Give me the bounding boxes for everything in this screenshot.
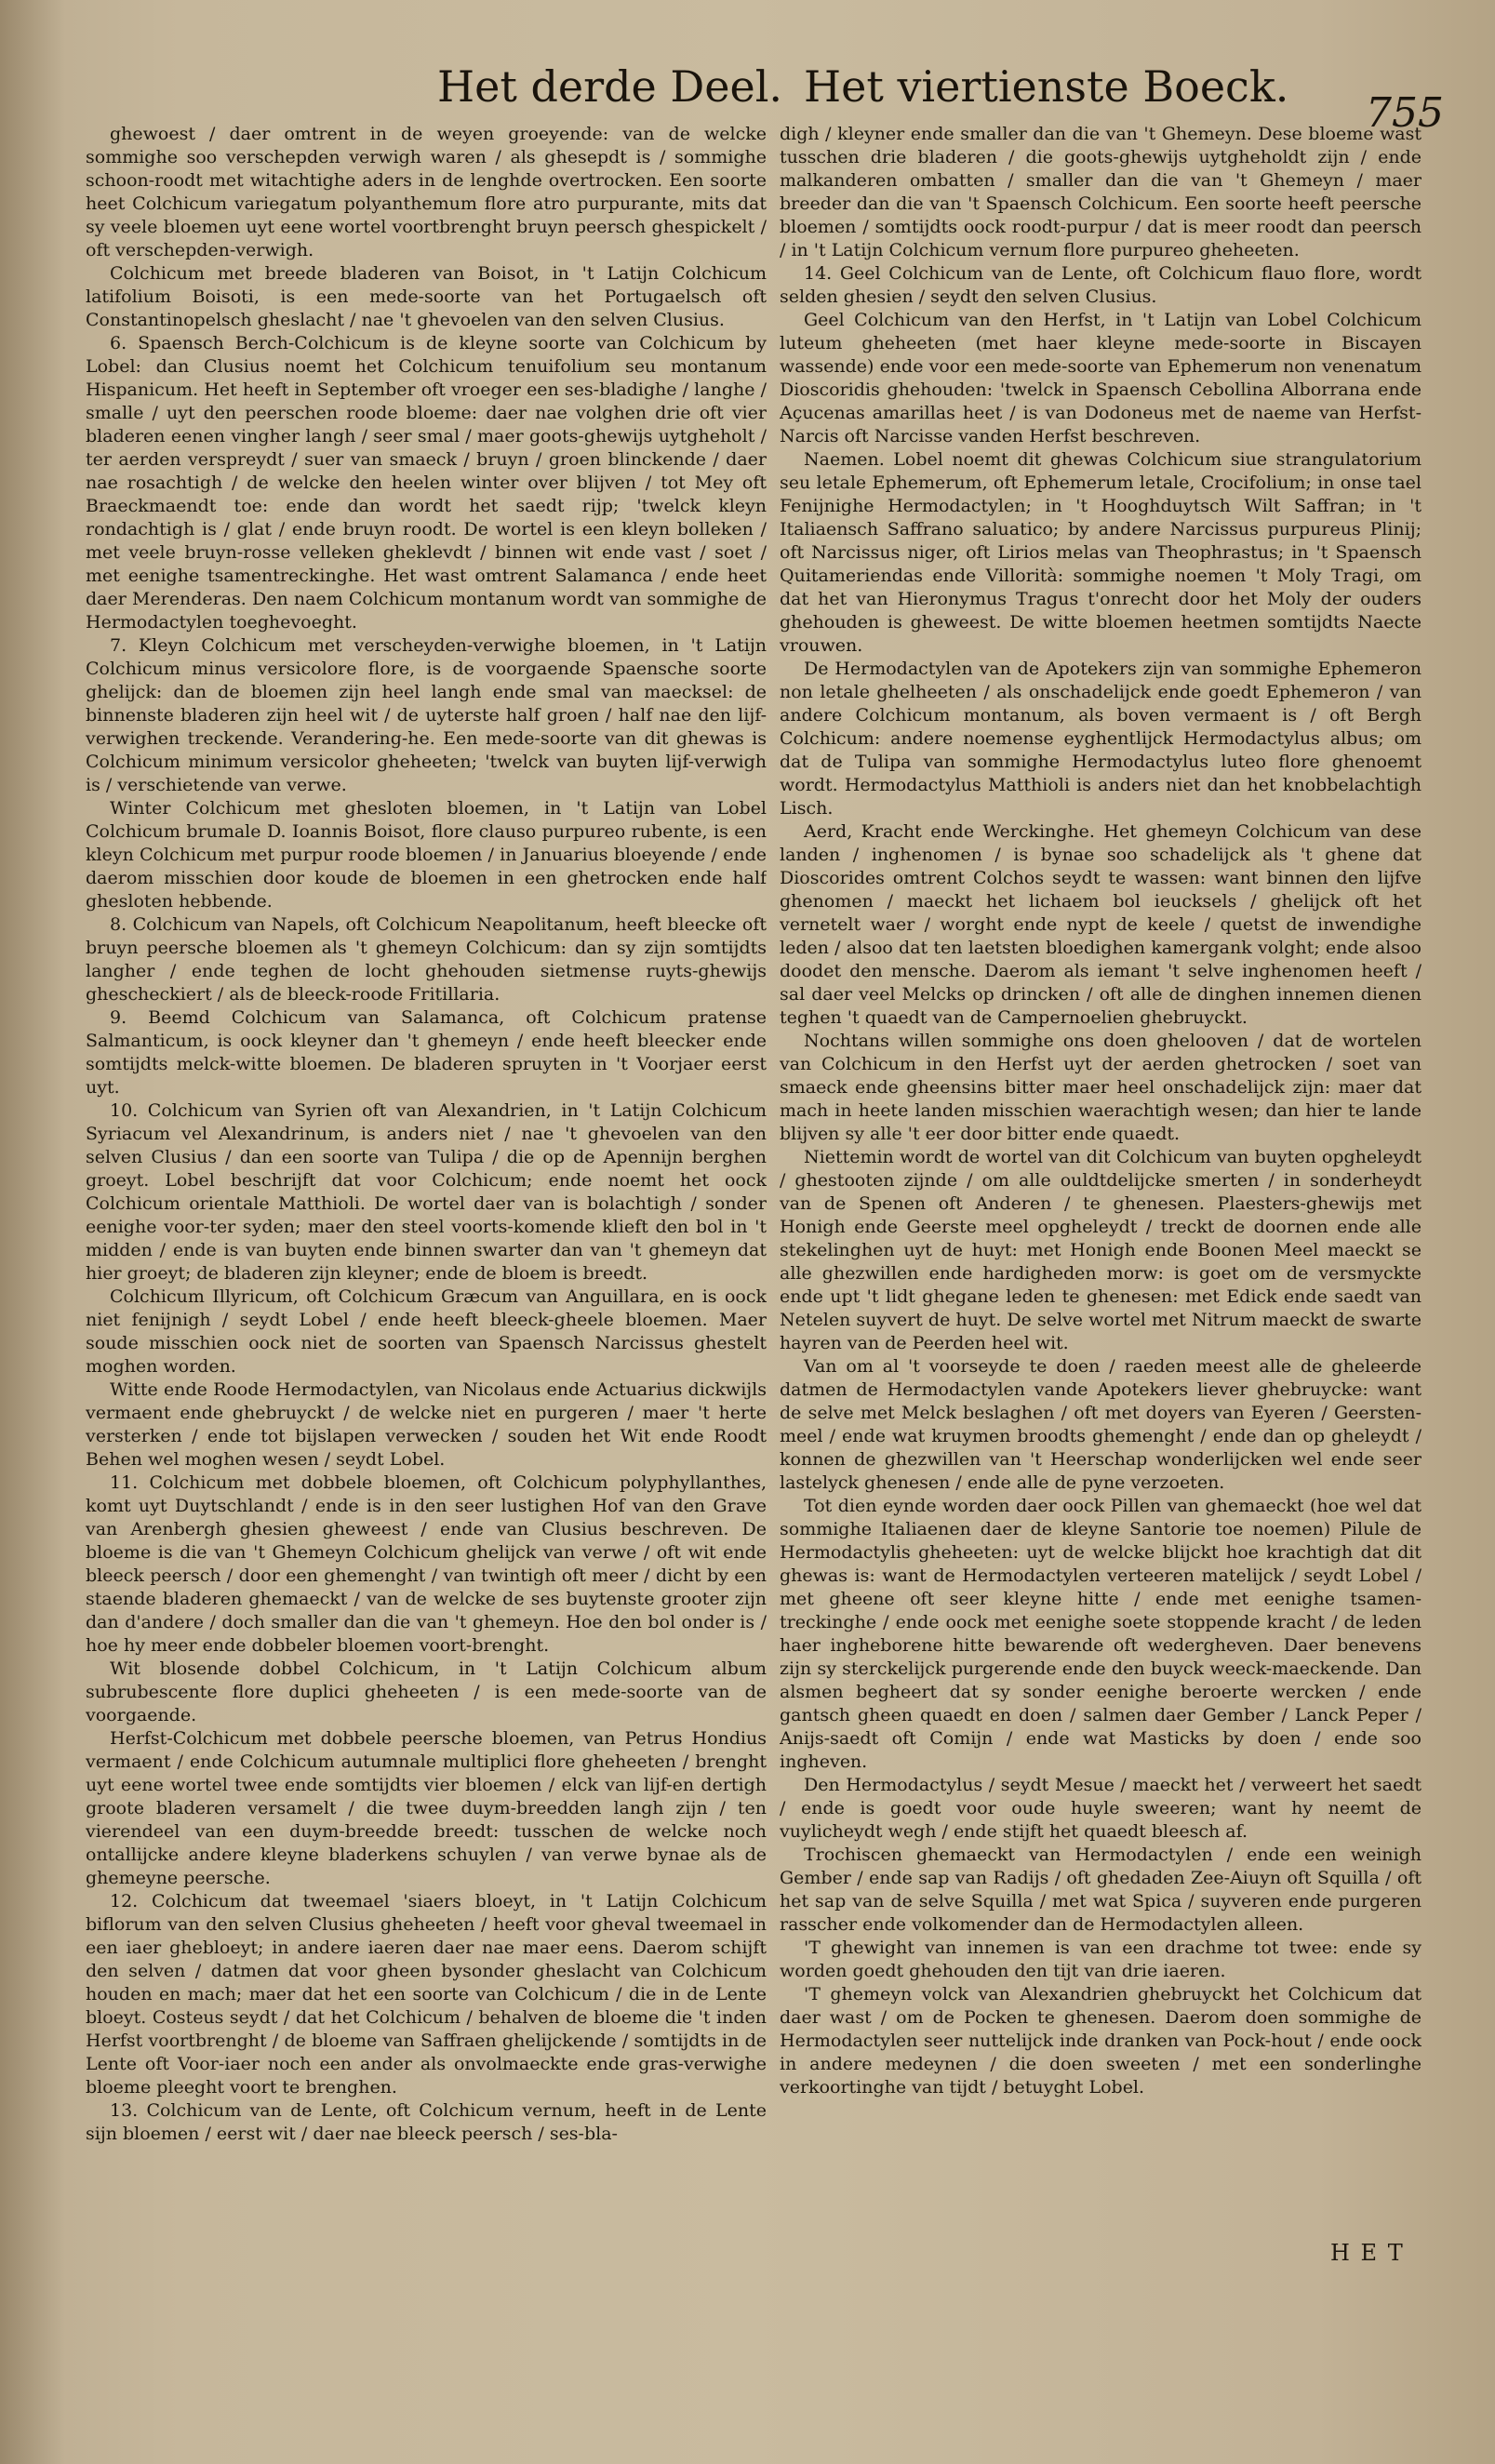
paragraph: Trochiscen ghemaeckt van Hermodactylen / ende een weinigh Gember / ende sap van Radijs / oft ghedaden Zee-Aiuyn oft Squilla / oft het sap van de selve Squilla / met wat Spica / suyveren ende purgeren rasscher ende volkomender dan de Hermodactylen alleen. xyxy=(780,1845,1422,1935)
left-text-column xyxy=(86,123,767,2271)
paragraph: 11. Colchicum met dobbele bloemen, oft Colchicum polyphyllanthes, komt uyt Duytschlandt / ende is in den seer lustighen Hof van den Grave van Arenbergh ghesien gheweest / ende van Clusius beschreven. De bloeme is die van 't Ghemeyn Colchicum ghelijck van verwe / oft wit ende bleeck peersch / door een ghemenght / van twintigh oft meer / dicht by een staende bladeren ghemaeckt / van de welcke de ses buytenste grooter zijn dan d'andere / doch smaller dan die van 't ghemeyn. Hoe den bol onder is / hoe hy meer ende dobbeler bloemen voort-brenght. xyxy=(86,1472,767,1656)
paragraph: 13. Colchicum van de Lente, oft Colchicum vernum, heeft in de Lente sijn bloemen / eerst wit / daer nae bleeck peersch / ses-bla- xyxy=(86,2100,767,2144)
paragraph: Winter Colchicum met ghesloten bloemen, in 't Latijn van Lobel Colchicum brumale D. Ioannis Boisot, flore clauso purpureo rubente, is een kleyn Colchicum met purpur roode bloemen / in Januarius bloeyende / ende daerom misschien door koude de bloemen in een ghetrocken ende half ghesloten hebbende. xyxy=(86,798,767,912)
paragraph: Nochtans willen sommighe ons doen ghelooven / dat de wortelen van Colchicum in den Herfst uyt der aerden ghetrocken / soet van smaeck ende gheensins bitter maer heel onschadelijck zijn: maer dat mach in heete landen misschien waerachtigh wesen; dan hier te lande blijven sy alle 't eer door bitter ende quaedt. xyxy=(780,1031,1422,1144)
catchword: H E T xyxy=(1330,2240,1405,2266)
paragraph: Tot dien eynde worden daer oock Pillen van ghemaeckt (hoe wel dat sommighe Italiaenen daer de kleyne Santorie toe noemen) Pilule de Hermodactylis gheheeten: uyt de welcke blijckt hoe krachtigh dat dit ghewas is: want de Hermodactylen verteeren matelijck / seydt Lobel / met gheene oft seer kleyne hitte / ende met eenighe tsamen-treckinghe / ende oock met eenighe soete stoppende kracht / de leden haer ingheborene hitte bewarende oft wedergheven. Daer benevens zijn sy sterckelijck purgerende ende den buyck weeck-maeckende. Dan alsmen begheert dat sy sonder eenighe beroerte wercken / ende gantsch gheen quaedt en doen / salmen daer Gember / Lanck Peper / Anijs-saedt oft Comijn / ende wat Masticks by doen / ende soo ingheven. xyxy=(780,1496,1422,1772)
paragraph: 14. Geel Colchicum van de Lente, oft Colchicum flauo flore, wordt selden ghesien / seydt den selven Clusius. xyxy=(780,263,1422,307)
paragraph: 'T ghewight van innemen is van een drachme tot twee: ende sy worden goedt ghehouden den tijt van drie iaeren. xyxy=(780,1938,1422,1981)
paragraph: digh / kleyner ende smaller dan die van 't Ghemeyn. Dese bloeme wast tusschen drie bladeren / die goots-ghewijs uytgheholdt zijn / ende malkanderen ombatten / smaller dan die van 't Ghemeyn / maer breeder dan die van 't Spaensch Colchicum. Een soorte heeft peersche bloemen / somtijdts oock roodt-purpur / dat is meer roodt dan peersch / in 't Latijn Colchicum vernum flore purpureo gheheeten. xyxy=(780,124,1422,260)
paragraph: Geel Colchicum van den Herfst, in 't Latijn van Lobel Colchicum luteum gheheeten (met haer kleyne mede-soorte in Biscayen wassende) ende voor een mede-soorte van Ephemerum non venenatum Dioscoridis ghehouden: 'twelck in Spaensch Cebollina Alborrana ende Açucenas amarillas heet / is van Dodoneus met de naeme van Herfst-Narcis oft Narcisse vanden Herfst beschreven. xyxy=(780,310,1422,446)
paragraph: Colchicum Illyricum, oft Colchicum Græcum van Anguillara, en is oock niet fenijnigh / seydt Lobel / ende heeft bleeck-gheele bloemen. Maer soude misschien oock niet de soorten van Spaensch Narcissus ghestelt moghen worden. xyxy=(86,1286,767,1377)
paragraph: 9. Beemd Colchicum van Salamanca, oft Colchicum pratense Salmanticum, is oock kleyner dan 't ghemeyn / ende heeft bleecker ende somtijdts melck-witte bloemen. De bladeren spruyten in 't Voorjaer eerst uyt. xyxy=(86,1007,767,1098)
paragraph: 6. Spaensch Berch-Colchicum is de kleyne soorte van Colchicum by Lobel: dan Clusius noemt het Colchicum tenuifolium seu montanum Hispanicum. Het heeft in September oft vroeger een ses-bladighe / langhe / smalle / uyt den peerschen roode bloeme: daer nae volghen drie oft vier bladeren eenen vingher langh / seer smal / maer goots-ghewijs uytgheholt / ter aerden verspreydt / suer van smaeck / bruyn / groen blinckende / daer nae rosachtigh / de welcke den heelen winter over blijven / tot Mey oft Braeckmaendt toe: ende dan wordt het saedt rijp; 'twelck kleyn rondachtigh is / glat / ende bruyn roodt. De wortel is een kleyn bolleken / met veele bruyn-rosse velleken gheklevdt / binnen wit ende vast / soet / met eenighe tsamentreckinghe. Het wast omtrent Salamanca / ende heet daer Merenderas. Den naem Colchicum montanum wordt van sommighe de Hermodactylen toeghevoeght. xyxy=(86,333,767,633)
paragraph: Wit blosende dobbel Colchicum, in 't Latijn Colchicum album subrubescente flore duplici gheheeten / is een mede-soorte van de voorgaende. xyxy=(86,1658,767,1725)
paragraph: Naemen. Lobel noemt dit ghewas Colchicum siue strangulatorium seu letale Ephemerum, oft Ephemerum letale, Crocifolium; in onse tael Fenijnighe Hermodactylen; in 't Hooghduytsch Wilt Saffran; in 't Italiaensch Saffrano saluatico; by andere Narcissus purpureus Plinij; oft Narcissus niger, oft Lirios melas van Theophrastus; in 't Spaensch Quitameriendas ende Villorità: sommighe noemen 't Moly Tragi, om dat het van Hieronymus Tragus t'onrecht door het Moly der ouders ghehouden is gheweest. De witte bloemen heetmen somtijdts Naecte vrouwen. xyxy=(780,449,1422,656)
page-edge-shadow xyxy=(0,0,65,2464)
paragraph: 8. Colchicum van Napels, oft Colchicum Neapolitanum, heeft bleecke oft bruyn peersche bloemen als 't ghemeyn Colchicum: dan sy zijn somtijdts langher / ende teghen de locht ghehouden sietmense ruyts-ghewijs ghescheckiert / als de bleeck-roode Fritillaria. xyxy=(86,914,767,1005)
running-header-part: Het derde Deel. xyxy=(437,61,783,112)
paragraph: Niettemin wordt de wortel van dit Colchicum van buyten opgheleydt / ghestooten zijnde / om alle ouldtdelijcke smerten / in sonderheydt van de Spenen oft Anderen / te ghenesen. Plaesters-ghewijs met Honigh ende Geerste meel opgheleydt / treckt de doornen ende alle stekelinghen uyt de huyt: met Honigh ende Boonen Meel maeckt se alle ghezwillen ende hardigheden morw: is goet om de versmyckte ende upt 't lidt ghegane leden te ghenesen: met Edick ende saedt van Netelen suyvert de huyt. De selve wortel met Nitrum maeckt de swarte hayren van de Peerden heel wit. xyxy=(780,1147,1422,1353)
paragraph: Den Hermodactylus / seydt Mesue / maeckt het / verweert het saedt / ende is goedt voor oude huyle sweeren; want hy neemt de vuylicheydt wegh / ende stijft het quaedt bleesch af. xyxy=(780,1775,1422,1842)
paragraph: Colchicum met breede bladeren van Boisot, in 't Latijn Colchicum latifolium Boisoti, is een mede-soorte van het Portugaelsch oft Constantinopelsch gheslacht / nae 't ghevoelen van den selven Clusius. xyxy=(86,263,767,330)
paragraph: 'T ghemeyn volck van Alexandrien ghebruyckt het Colchicum dat daer wast / om de Pocken te ghenesen. Daerom doen sommighe de Hermodactylen seer nuttelijck inde dranken van Pock-hout / ende oock in andere medeynen / die doen sweeten / met een sonderlinghe verkoortinghe van tijdt / betuyght Lobel. xyxy=(780,1984,1422,2098)
paragraph: Aerd, Kracht ende Werckinghe. Het ghemeyn Colchicum van dese landen / inghenomen / is bynae soo schadelijck als 't ghene dat Dioscorides omtrent Colchos seydt te wassen: want binnen den lijfve ghenomen / maeckt het lichaem bol ieucksels / ghelijck oft het vernetelt waer / worght ende nypt de keele / quetst de inwendighe leden / alsoo dat ten laetsten bloedighen kamergank volght; ende alsoo doodet den mensche. Daerom als iemant 't selve inghenomen heeft / sal daer veel Melcks op drincken / oft alle de dinghen innemen dienen teghen 't quaedt van de Campernoelien ghebruyckt. xyxy=(780,821,1422,1028)
page-number: 755 xyxy=(1366,89,1444,137)
paragraph: ghewoest / daer omtrent in de weyen groeyende: van de welcke sommighe soo verschepden verwigh waren / als ghesepdt is / sommighe schoon-roodt met witachtighe aders in de lenghde overtrocken. Een soorte heet Colchicum variegatum polyanthemum flore atro purpurante, mits dat sy veele bloemen uyt eene wortel voortbrenght bruyn peersch ghespickelt / oft verschepden-verwigh. xyxy=(86,124,767,260)
running-header xyxy=(0,58,1495,137)
running-header-book: Het viertienste Boeck. xyxy=(804,61,1289,112)
paragraph: De Hermodactylen van de Apotekers zijn van sommighe Ephemeron non letale ghelheeten / als onschadelijck ende goedt Ephemeron / van andere Colchicum montanum, als boven vermaent is / oft Bergh Colchicum: andere noemense eyghentlijck Hermodactylus albus; om dat de Tulipa van sommighe Hermodactylus luteo flore ghenoemt wordt. Hermodactylus Matthioli is anders niet dan het knobbelachtigh Lisch. xyxy=(780,659,1422,819)
paragraph: 12. Colchicum dat tweemael 'siaers bloeyt, in 't Latijn Colchicum biflorum van den selven Clusius gheheeten / heeft voor gheval tweemael in een iaer ghebloeyt; in andere iaeren daer nae maer eens. Daerom schijft den selven / datmen dat voor gheen bysonder gheslacht van Colchicum houden en mach; maer dat het een soorte van Colchicum / die in de Lente bloeyt. Costeus seydt / dat het Colchicum / behalven de bloeme die 't inden Herfst voortbrenght / de bloeme van Saffraen ghelijckende / somtijdts in de Lente oft Voor-iaer noch een ander als onvolmaeckte ende gras-verwighe bloeme pleeght voort te brenghen. xyxy=(86,1891,767,2098)
paragraph: Witte ende Roode Hermodactylen, van Nicolaus ende Actuarius dickwijls vermaent ende ghebruyckt / de welcke niet en purgeren / maer 't herte versterken / ende tot bijslapen verwecken / souden het Wit ende Roodt Behen wel moghen wesen / seydt Lobel. xyxy=(86,1379,767,1470)
paragraph: 10. Colchicum van Syrien oft van Alexandrien, in 't Latijn Colchicum Syriacum vel Alexandrinum, is anders niet / nae 't ghevoelen van den selven Clusius / dan een soorte van Tulipa / die op de Apennijn berghen groeyt. Lobel beschrijft dat voor Colchicum; ende noemt het oock Colchicum orientale Matthioli. De wortel daer van is bolachtigh / sonder eenighe voor-ter syden; maer den steel voorts-komende klieft den bol in 't midden / ende is van buyten ende binnen swarter dan van 't ghemeyn dat hier groeyt; de bladeren zijn kleyner; ende de bloem is breedt. xyxy=(86,1100,767,1284)
paragraph: Herfst-Colchicum met dobbele peersche bloemen, van Petrus Hondius vermaent / ende Colchicum autumnale multiplici flore gheheeten / brenght uyt eene wortel twee ende somtijdts vier bloemen / elck van lijf-en dertigh groote bladeren versamelt / die twee duym-breedden langh zijn / ten vierendeel van een duym-breedde breedt: tusschen de welcke noch ontallijcke andere kleyne bladerkens schuylen / van verwe bynae als de ghemeyne peersche. xyxy=(86,1728,767,1888)
paragraph: 7. Kleyn Colchicum met verscheyden-verwighe bloemen, in 't Latijn Colchicum minus versicolore flore, is de voorgaende Spaensche soorte ghelijck: dan de bloemen zijn heel langh ende smal van maecksel: de binnenste bladeren zijn heel wit / de uyterste half groen / half nae den lijf-verwighen treckende. Verandering-he. Een mede-soorte van dit ghewas is Colchicum minimum versicolor gheheeten; 'twelck van buyten lijf-verwigh is / verschietende van verwe. xyxy=(86,635,767,795)
right-text-column xyxy=(780,123,1422,2160)
paragraph: Van om al 't voorseyde te doen / raeden meest alle de gheleerde datmen de Hermodactylen vande Apotekers liever ghebruycke: want de selve met Melck beslaghen / oft met doyers van Eyeren / Geersten-meel / ende wat kruymen broodts ghemenght / ende dan op gheleydt / konnen de ghezwillen van 't Heerschap wonderlijcken wel ende seer lastelyck ghenesen / ende alle de pyne verzoeten. xyxy=(780,1356,1422,1493)
